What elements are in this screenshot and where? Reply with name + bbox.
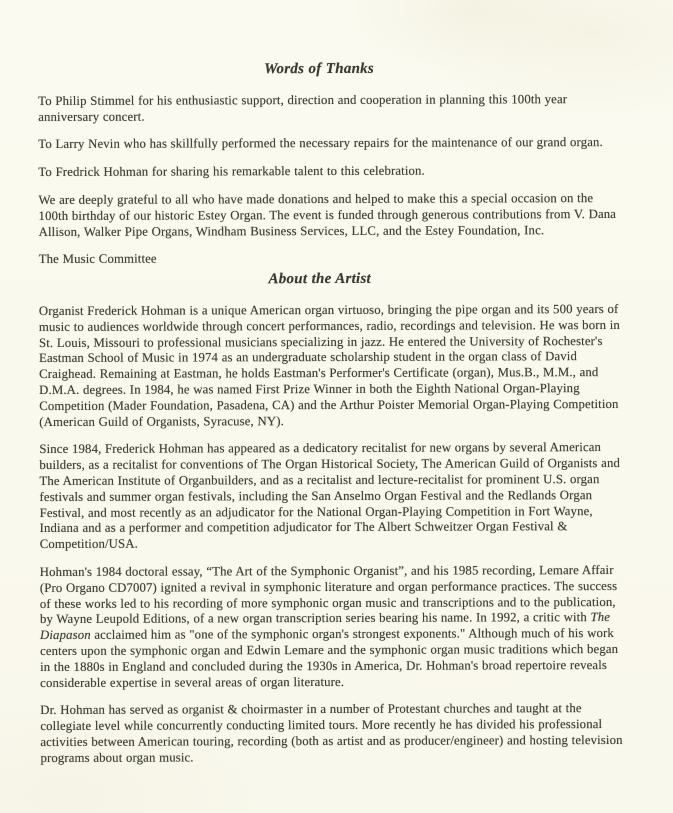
thanks-paragraph-philip-stimmel: To Philip Stimmel for his enthusiastic support, direction and cooperation in planning this 100th year anniversary concert. [38, 91, 568, 124]
diapason-citation: The Diapason [39, 610, 611, 643]
page-content [38, 61, 628, 767]
about-paragraph-current-work: Dr. Hohman has served as organist & choirmaster in a number of Protestant churches and taught at the collegiate level while concurrently conducting limited tours. More recently he has divided his professional activities between American touring, recording (both as artist and as producer/engineer) and hosting television programs about organ music. [40, 701, 623, 765]
thanks-paragraph-fredrick-hohman: To Fredrick Hohman for sharing his remarkable talent to this celebration. [38, 163, 425, 180]
about-paragraph-recitals: Since 1984, Frederick Hohman has appeared as a dedicatory recitalist for new organs by several American builders, as a recitalist for conventions of The Organ Historical Society, The American Guild of Organists and The American Institute of Organbuilders, and as a recitalist and lecture-recitalist for prominent U.S. organ festivals and summer organ festivals, including the San Anselmo Organ Festival and the Redlands Organ Festival, and most recently as an adjudicator for the National Organ-Playing Competition in Fort Wayne, Indiana and as a performer and competition adjudicator for The Albert Schweitzer Organ Festival & Competition/USA. [39, 440, 621, 552]
about-the-artist-heading: About the Artist [268, 271, 371, 288]
music-committee-signoff: The Music Committee [38, 251, 157, 267]
recordings-text-before-citation: Hohman's 1984 doctoral essay, “The Art of the Symphonic Organist”, and his 1985 recording, Lemare Affair (Pro Organo CD7007) ignited a revival in symphonic literature and organ performance practices. The success of these works led to his recording of more symphonic organ music and transcriptions and to the publication, by Wayne Leupold Editions, of a new organ transcription series bearing his name. In 1992, a critic with [39, 562, 618, 627]
about-paragraph-recordings [40, 563, 628, 691]
thanks-paragraph-donations: We are deeply grateful to all who have made donations and helped to make this a special occasion on the 100th birthday of our historic Estey Organ. The event is funded through generous contributions from V. Dana Allison, Walker Pipe Organs, Windham Business Services, LLC, and the Estey Foundation, Inc. [38, 191, 617, 239]
recordings-text-after-citation: acclaimed him as "one of the symphonic organ's strongest exponents." Although much of his work centers upon the symphonic organ and Edwin Lemare and the symphonic organ music traditions which began in the 1880s in England and concluded during the 1930s in America, Dr. Hohman's broad repertoire reveals considerable expertise in several areas of organ literature. [40, 626, 619, 690]
about-paragraph-biography: Organist Frederick Hohman is a unique American organ virtuoso, bringing the pipe organ and its 500 years of music to audiences worldwide through concert performances, radio, recordings and television. He was born in St. Louis, Missouri to professional musicians specializing in jazz. He entered the University of Rochester's Eastman School of Music in 1974 as an undergraduate scholarship student in the organ class of David Craighead. Remaining at Eastman, he holds Eastman's Performer's Certificate (organ), Mus.B., M.M., and D.M.A. degrees. In 1984, he was named First Prize Winner in both the Eighth National Organ-Playing Competition (Mader Foundation, Pasadena, CA) and the Arthur Poister Memorial Organ-Playing Competition (American Guild of Organists, Syracuse, NY). [38, 301, 620, 429]
words-of-thanks-heading: Words of Thanks [264, 60, 375, 78]
thanks-paragraph-larry-nevin: To Larry Nevin who has skillfully performed the necessary repairs for the maintenance of our grand organ. [38, 135, 603, 152]
